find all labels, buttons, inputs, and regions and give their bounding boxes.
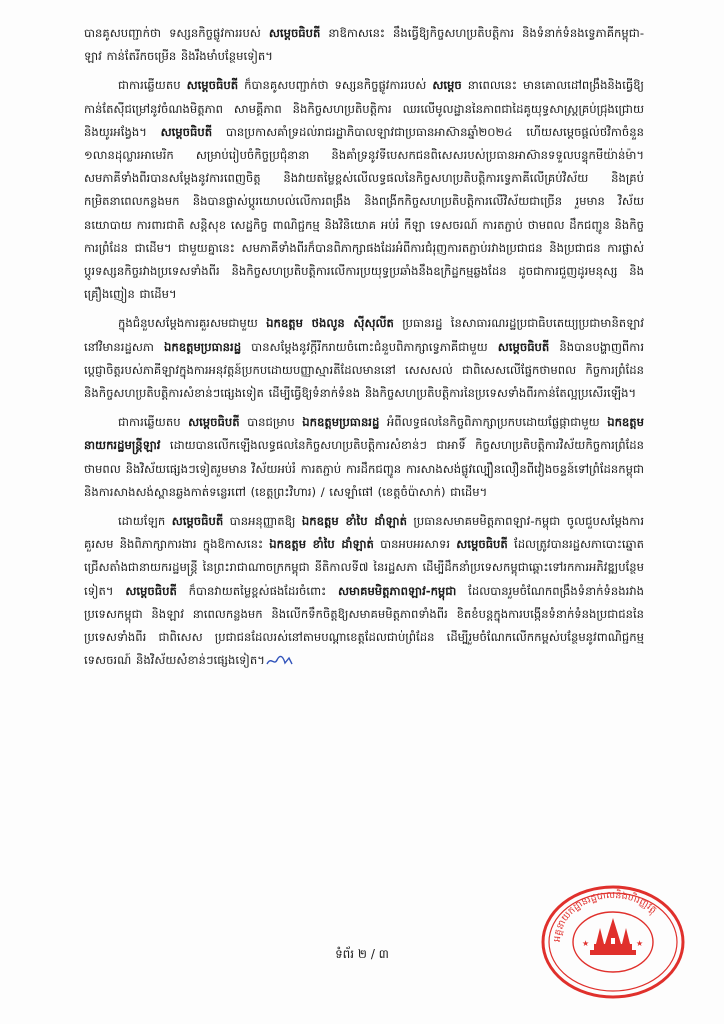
seal-ring-textpath: អគ្គនាយកដ្ឋានរដ្ឋបាលនិងហិរញ្ញវត្ថុ	[551, 889, 659, 943]
initials-signature	[265, 654, 295, 668]
paragraph-text: បានសម្ដែងនូវក្ដីរីករាយចំពោះជំនួបពិភាក្សាទ្វេភាគីជាមួយ	[241, 339, 498, 354]
paragraph-text: នាពេលនេះ មានគោលដៅពង្រឹងនិងធ្វើឱ្យកាន់តែស៊ីជម្រៅនូវចំណងមិត្តភាព សាមគ្គីភាព និងកិច្ចសហប្រតិបត្តិការ ឈរលើមូលដ្ឋាននៃភាពជាដៃគូយុទ្ធសាស្ត្រគ្រប់ជ្រុងជ្រោយ និងយូរអង្វែង។	[84, 78, 644, 139]
bold-term: សម្ដេចធិបតី	[497, 339, 550, 354]
bold-term: សមាគមមិត្តភាពឡាវ-កម្ពុជា	[338, 583, 457, 598]
paragraph	[84, 74, 644, 306]
paragraph-text: ដែលត្រូវបានរដ្ឋសភាបោះឆ្នោតជ្រើសតាំងជានាយករដ្ឋមន្ត្រី នៃព្រះរាជាណាចក្រកម្ពុជា នីតិកាលទី៧ នៃរដ្ឋសភា ដើម្បីដឹកនាំប្រទេសកម្ពុជាឆ្ពោះទៅរកការអភិវឌ្ឍបន្ថែមទៀត។	[84, 537, 644, 598]
paragraph-text: ក្នុងជំនួបសម្ដែងការគួរសមជាមួយ	[118, 316, 267, 331]
bold-term: សម្ដេចធិបតី	[171, 514, 224, 529]
seal-star-left: ★	[582, 939, 590, 948]
bold-term: ឯកឧត្ដម ខាំបៃ ដាំឡាត់	[269, 537, 374, 552]
bold-term: ឯកឧត្ដម ខាំបៃ ដាំឡាត់	[301, 514, 407, 529]
paragraph	[84, 411, 644, 504]
paragraph-text: ប្រធានរដ្ឋ នៃសាធារណរដ្ឋប្រជាធិបតេយ្យប្រជាមានិតឡាវ នៅវិមានរដ្ឋសភា	[84, 316, 644, 354]
paragraph-text: នាឱកាសនេះ នឹងធ្វើឱ្យកិច្ចសហប្រតិបត្តិការ និងទំនាក់ទំនងទ្វេភាគីកម្ពុជា-ឡាវ កាន់តែរីកចម្រើន និងរឹងមាំបន្ថែមទៀត។	[84, 26, 644, 64]
paragraph-text: ជាការឆ្លើយតប	[118, 415, 189, 430]
paragraph-text: បានអបអរសាទរ	[373, 537, 457, 552]
bold-term: ឯកឧត្ដមប្រធានរដ្ឋ	[302, 415, 380, 430]
paragraph-text: និងបានបង្ហាញពីការប្ដេជ្ញាចិត្តរបស់ភាគីឡាវក្នុងការអនុវត្តន៍ប្រកបដោយបញ្ញាស្មារតីដែលមាននៅ សេសសល់ ជាពិសេសលើផ្នែកថាមពល កិច្ចការព្រំដែន និងកិច្ចសហប្រតិបត្តិការសំខាន់ៗផ្សេងទៀត ដើម្បីធ្វើឱ្យទំនាក់ទំនង និងកិច្ចសហប្រតិបត្តិការនៃប្រទេសទាំងពីរកាន់តែល្អប្រសើរឡើង។	[84, 339, 645, 401]
bold-term: សម្ដេច	[432, 78, 462, 93]
angkor-temple-icon	[590, 918, 636, 955]
bold-term: ឯកឧត្ដម ថងលូន ស៊ីសុលីត	[266, 316, 394, 331]
bold-term: សម្ដេចធិបតី	[188, 415, 240, 430]
paragraph-text: បានអនុញ្ញាតឱ្យ	[223, 514, 302, 529]
paragraph-text: ដោយឡែក	[118, 514, 172, 529]
paragraph-text: ដែលបានរួមចំណែកពង្រឹងទំនាក់ទំនងរវាងប្រទេសកម្ពុជា និងឡាវ នាពេលកន្លងមក និងលើកទឹកចិត្តឱ្យសមាគមមិត្តភាពទាំងពីរ ខិតខំបន្តក្នុងការបង្កើនទំនាក់ទំនងប្រជាជននៃប្រទេសទាំងពីរ ជាពិសេស ប្រជាជនដែលរស់នៅតាមបណ្ដាខេត្តដែលជាប់ព្រំដែន ដើម្បីរួមចំណែកលើកកម្ពស់បន្ថែមនូវពាណិជ្ជកម្ម ទេសចរណ៍ និងវិស័យសំខាន់ៗផ្សេងទៀត។	[84, 583, 644, 668]
bold-term: សម្ដេចធិបតី	[456, 537, 508, 552]
bold-term: សម្ដេចធិបតី	[268, 26, 321, 40]
paragraph-text: បានគូសបញ្ជាក់ថា ទស្សនកិច្ចផ្លូវការរបស់	[84, 26, 269, 40]
paragraph-text: ដោយបានលើកឡើងលទ្ធផលនៃកិច្ចសហប្រតិបត្តិការសំខាន់ៗ ជាអាទិ៍ កិច្ចសហប្រតិបត្តិការវិស័យកិច្ចការព្រំដែន ថាមពល និងវិស័យផ្សេងៗទៀតរួមមាន វិស័យអប់រំ ការតភ្ជាប់ ការដឹកជញ្ជូន ការសាងសង់ផ្លូវល្បឿនលឿនពីវៀងចន្ទន៍ទៅព្រំដែនកម្ពុជា និងការសាងសង់ស្ពានឆ្លងកាត់ទន្លេរពៅ (ខេត្តព្រះវិហារ) / សេឡាំផៅ (ខេត្តចំប៉ាសាក់) ជាដើម។	[84, 438, 644, 499]
paragraph-text: បានជម្រាប	[239, 415, 303, 430]
bold-term: សម្ដេចធិបតី	[125, 583, 177, 598]
seal-star-right: ★	[636, 939, 644, 948]
official-seal	[538, 884, 688, 1000]
paragraph	[84, 312, 644, 405]
paragraph	[84, 22, 644, 68]
paragraph	[84, 510, 644, 672]
document-body	[84, 22, 644, 678]
bold-term: ឯកឧត្ដមប្រធានរដ្ឋ	[164, 339, 242, 354]
paragraph-text: ប្រធានសមាគមមិត្តភាពឡាវ-កម្ពុជា ចូលជួបសម្ដែងការគួរសម និងពិភាក្សាការងារ ក្នុងឱកាសនេះ	[84, 514, 644, 552]
bold-term: សម្ដេចធិបតី	[186, 78, 239, 93]
bold-term: សម្ដេចធិបតី	[160, 124, 213, 139]
page-number: ទំព័រ ២ / ៣	[335, 947, 389, 961]
paragraph-text: ជាការឆ្លើយតប	[118, 78, 187, 93]
paragraph-text: អំពីលទ្ធផលនៃកិច្ចពិភាក្សាប្រកបដោយផ្លែផ្កាជាមួយ	[379, 415, 608, 430]
paragraph-text: ក៏បានវាយតម្លៃខ្ពស់ផងដែរចំពោះ	[176, 583, 339, 598]
bold-term: ឯកឧត្ដមនាយករដ្ឋមន្ត្រីឡាវ	[84, 415, 645, 453]
paragraph-text: បានប្រកាសគាំទ្រដល់រាជរដ្ឋាភិបាលឡាវជាប្រធានអាស៊ានឆ្នាំ២០២៤ ហើយសម្ដេចផ្ដល់ថវិកាចំនួន ១លានដុល្លារអាមេរិក សម្រាប់រៀបចំកិច្ចប្រជុំនានា និងគាំទ្រនូវទីបេសកជនពិសេសរបស់ប្រធានអាស៊ានទទួលបន្ទុកមីយ៉ាន់ម៉ា។ សមភាគីទាំងពីរបានសម្ដែងនូវការពេញចិត្ត និងវាយតម្លៃខ្ពស់លើលទ្ធផលនៃកិច្ចសហប្រតិបត្តិការទ្វេភាគីលើគ្រប់វិស័យ និងគ្រប់កម្រិតនាពេលកន្លងមក និងបានផ្លាស់ប្ដូរយោបល់លើការពង្រឹង និងពង្រីកកិច្ចសហប្រតិបត្តិការលើវិស័យជាច្រើន រួមមាន វិស័យនយោបាយ ការពារជាតិ សន្តិសុខ សេដ្ឋកិច្ច ពាណិជ្ជកម្ម និងវិនិយោគ អប់រំ កីឡា ទេសចរណ៍ ការតភ្ជាប់ ថាមពល ដឹកជញ្ជូន និងកិច្ចការព្រំដែន ជាដើម។ ជាមួយគ្នានេះ សមភាគីទាំងពីរក៏បានពិភាក្សាផងដែរអំពីការជំរុញការតភ្ជាប់រវាងប្រជាជន និងប្រជាជន ការផ្លាស់ប្ដូរទស្សនកិច្ចរវាងប្រទេសទាំងពីរ និងកិច្ចសហប្រតិបត្តិការលើការប្រយុទ្ធប្រឆាំងនឹងឧក្រិដ្ឋកម្មឆ្លងដែន ដូចជាការជួញដូរមនុស្ស និងគ្រឿងញៀន ជាដើម។	[84, 124, 644, 302]
paragraph-text: ក៏បានគូសបញ្ជាក់ថា ទស្សនកិច្ចផ្លូវការរបស់	[238, 78, 433, 93]
seal-ring-text	[552, 888, 659, 942]
